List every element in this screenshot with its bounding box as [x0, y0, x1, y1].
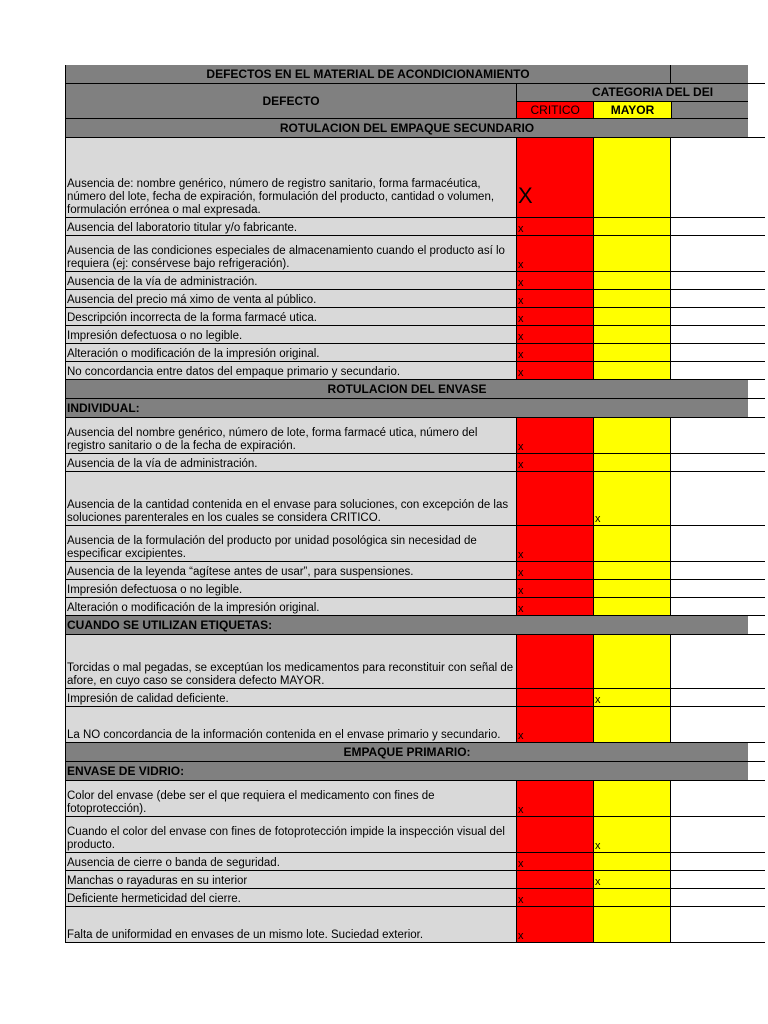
table-title: DEFECTOS EN EL MATERIAL DE ACONDICIONAMIENTO [65, 65, 671, 83]
table-row [65, 362, 765, 380]
defect-description: Ausencia del nombre genérico, número de lote, forma farmacé utica, número del registro sanitario o de la fecha de expiración. [65, 418, 517, 453]
defect-description: Ausencia de la formulación del producto por unidad posológica sin necesidad de especificar excipientes. [65, 526, 517, 561]
mayor-cell [594, 707, 671, 742]
defect-description: Color del envase (debe ser el que requiera el medicamento con fines de fotoprotección). [65, 781, 517, 816]
table-row [65, 326, 765, 344]
defect-description: Alteración o modificación de la impresión original. [65, 598, 517, 615]
defect-description: Ausencia de la vía de administración. [65, 272, 517, 289]
mayor-cell: x [594, 472, 671, 525]
table-row [65, 272, 765, 290]
mayor-cell [594, 526, 671, 561]
defect-description: Impresión de calidad deficiente. [65, 689, 517, 706]
defect-description: Impresión defectuosa o no legible. [65, 326, 517, 343]
mayor-cell: x [594, 871, 671, 888]
table-row [65, 635, 765, 689]
section-title: ROTULACION DEL EMPAQUE SECUNDARIO [65, 119, 748, 137]
subsection-header-row [65, 762, 765, 781]
section-header-row [65, 380, 765, 399]
table-row [65, 580, 765, 598]
table-row [65, 138, 765, 218]
mayor-cell [594, 580, 671, 597]
critico-cell [517, 635, 594, 688]
section-header-row [65, 119, 765, 138]
section-title: EMPAQUE PRIMARIO: [65, 743, 748, 761]
defect-description: Falta de uniformidad en envases de un mismo lote. Suciedad exterior. [65, 907, 517, 942]
subsection-header-row [65, 616, 765, 635]
critico-cell: x [517, 454, 594, 471]
mayor-cell [594, 290, 671, 307]
critico-cell: x [517, 580, 594, 597]
defect-description: La NO concordancia de la información contenida en el envase primario y secundario. [65, 707, 517, 742]
header-overflow [672, 102, 748, 119]
subsection-title: ENVASE DE VIDRIO: [65, 762, 748, 780]
critico-cell [517, 817, 594, 852]
critico-cell: x [517, 889, 594, 906]
table-row [65, 562, 765, 580]
critico-cell [517, 871, 594, 888]
mayor-cell [594, 562, 671, 579]
mayor-cell [594, 344, 671, 361]
title-overflow [671, 65, 748, 83]
critico-cell: x [517, 290, 594, 307]
mayor-cell [594, 635, 671, 688]
defect-description: Ausencia de: nombre genérico, número de registro sanitario, forma farmacéutica, número del lote, fecha de expiración, formulación del producto, cantidad o volumen, formulación errónea o mal expresada. [65, 138, 517, 217]
mayor-cell [594, 454, 671, 471]
defect-description: Descripción incorrecta de la forma farmacé utica. [65, 308, 517, 325]
defect-description: Cuando el color del envase con fines de fotoprotección impide la inspección visual del producto. [65, 817, 517, 852]
defect-description: Ausencia del laboratorio titular y/o fabricante. [65, 218, 517, 235]
table-row [65, 689, 765, 707]
mayor-cell [594, 362, 671, 379]
critico-cell [517, 689, 594, 706]
header-mayor: MAYOR [594, 102, 671, 119]
section-header-row [65, 743, 765, 762]
critico-cell: X [517, 138, 594, 217]
critico-cell: x [517, 308, 594, 325]
mayor-cell [594, 889, 671, 906]
table-row [65, 290, 765, 308]
defect-description: Deficiente hermeticidad del cierre. [65, 889, 517, 906]
mayor-cell [594, 272, 671, 289]
subsection-title: INDIVIDUAL: [65, 399, 748, 417]
critico-cell: x [517, 218, 594, 235]
mayor-cell [594, 598, 671, 615]
table-row [65, 907, 765, 943]
critico-cell: x [517, 272, 594, 289]
table-row [65, 418, 765, 454]
defect-description: Ausencia de la cantidad contenida en el envase para soluciones, con excepción de las soluciones parenterales en los cuales se considera CRITICO. [65, 472, 517, 525]
defect-description: Manchas o rayaduras en su interior [65, 871, 517, 888]
table-row [65, 454, 765, 472]
defects-table [65, 65, 765, 943]
critico-cell: x [517, 344, 594, 361]
critico-cell: x [517, 526, 594, 561]
mayor-cell: x [594, 689, 671, 706]
mayor-cell [594, 236, 671, 271]
defect-description: Ausencia de la vía de administración. [65, 454, 517, 471]
critico-cell: x [517, 707, 594, 742]
defect-description: Ausencia de la leyenda “agítese antes de usar”, para suspensiones. [65, 562, 517, 579]
section-title: ROTULACION DEL ENVASE [65, 380, 748, 398]
table-row [65, 707, 765, 743]
subsection-header-row [65, 399, 765, 418]
header-categoria-group [517, 84, 748, 119]
mayor-cell [594, 138, 671, 217]
critico-cell: x [517, 598, 594, 615]
table-row [65, 598, 765, 616]
header-defecto: DEFECTO [65, 84, 517, 119]
mayor-cell [594, 853, 671, 870]
header-row [65, 84, 765, 119]
critico-cell: x [517, 418, 594, 453]
table-row [65, 236, 765, 272]
mayor-cell [594, 218, 671, 235]
mayor-cell [594, 326, 671, 343]
critico-cell: x [517, 907, 594, 942]
table-row [65, 781, 765, 817]
defect-description: Ausencia de cierre o banda de seguridad. [65, 853, 517, 870]
critico-cell: x [517, 326, 594, 343]
table-row [65, 817, 765, 853]
critico-cell: x [517, 562, 594, 579]
subsection-title: CUANDO SE UTILIZAN ETIQUETAS: [65, 616, 748, 634]
critico-cell: x [517, 781, 594, 816]
defect-description: No concordancia entre datos del empaque primario y secundario. [65, 362, 517, 379]
defect-description: Alteración o modificación de la impresión original. [65, 344, 517, 361]
defect-description: Impresión defectuosa o no legible. [65, 580, 517, 597]
mayor-cell: x [594, 817, 671, 852]
critico-cell: x [517, 853, 594, 870]
table-row [65, 889, 765, 907]
table-row [65, 218, 765, 236]
mayor-cell [594, 907, 671, 942]
critico-cell: x [517, 236, 594, 271]
header-categoria [517, 84, 748, 102]
header-subcats [517, 102, 748, 120]
table-row [65, 344, 765, 362]
mayor-cell [594, 308, 671, 325]
table-row [65, 853, 765, 871]
critico-cell [517, 472, 594, 525]
defect-description: Torcidas o mal pegadas, se exceptúan los medicamentos para reconstituir con señal de afore, en cuyo caso se considera defecto MAYOR. [65, 635, 517, 688]
header-critico: CRITICO [517, 102, 594, 119]
table-row [65, 871, 765, 889]
table-row [65, 526, 765, 562]
defect-description: Ausencia de las condiciones especiales de almacenamiento cuando el producto así lo requiera (ej: consérvese bajo refrigeración). [65, 236, 517, 271]
mayor-cell [594, 418, 671, 453]
table-body [65, 119, 765, 943]
table-title-row [65, 65, 765, 84]
table-row [65, 308, 765, 326]
table-row [65, 472, 765, 526]
defect-description: Ausencia del precio má ximo de venta al público. [65, 290, 517, 307]
header-categoria-text: CATEGORIA DEL DEI [591, 85, 714, 100]
critico-cell: x [517, 362, 594, 379]
mayor-cell [594, 781, 671, 816]
